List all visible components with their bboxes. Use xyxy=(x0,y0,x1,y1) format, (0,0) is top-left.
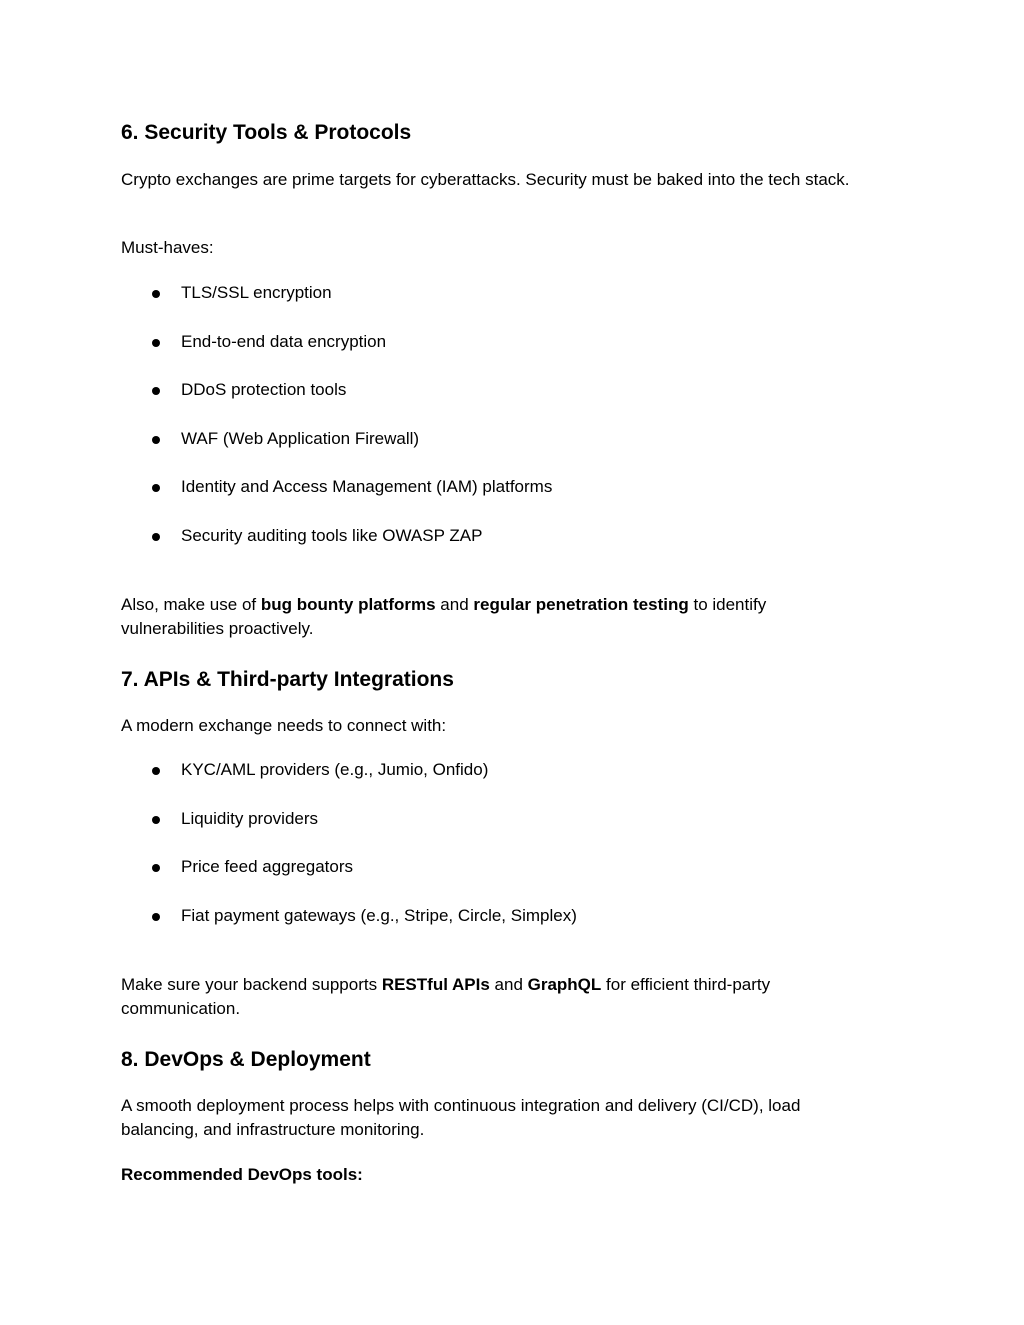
list-item: DDoS protection tools xyxy=(121,378,903,427)
bullet-icon xyxy=(152,816,160,824)
section-6-heading: 6. Security Tools & Protocols xyxy=(121,121,412,144)
section-6-intro: Crypto exchanges are prime targets for cyberattacks. Security must be baked into the tech stack. xyxy=(121,170,850,189)
must-haves-label: Must-haves: xyxy=(121,238,214,257)
security-list xyxy=(121,281,903,573)
bullet-icon xyxy=(152,913,160,921)
bullet-icon xyxy=(152,533,160,541)
list-item: Price feed aggregators xyxy=(121,855,903,904)
list-item: Security auditing tools like OWASP ZAP xyxy=(121,524,903,573)
list-item: Identity and Access Management (IAM) platforms xyxy=(121,475,903,524)
section-7-outro: Make sure your backend supports RESTful APIs and GraphQL for efficient third-party communication. xyxy=(121,975,771,1018)
bullet-icon xyxy=(152,290,160,298)
list-item: WAF (Web Application Firewall) xyxy=(121,427,903,476)
bullet-icon xyxy=(152,767,160,775)
bullet-icon xyxy=(152,484,160,492)
bullet-icon xyxy=(152,387,160,395)
emphasis: bug bounty platforms xyxy=(260,595,436,614)
list-item: TLS/SSL encryption xyxy=(121,281,903,330)
list-item: KYC/AML providers (e.g., Jumio, Onfido) xyxy=(121,758,903,807)
emphasis: RESTful APIs xyxy=(381,975,490,994)
section-8-intro: A smooth deployment process helps with continuous integration and delivery (CI/CD), load balancing, and infrastructure monitoring. xyxy=(121,1096,801,1139)
section-6-outro: Also, make use of bug bounty platforms and regular penetration testing to identify vulnerabilities proactively. xyxy=(121,595,767,638)
list-item: Fiat payment gateways (e.g., Stripe, Circle, Simplex) xyxy=(121,904,903,953)
integrations-list xyxy=(121,758,903,952)
emphasis: GraphQL xyxy=(527,975,602,994)
devops-tools-label: Recommended DevOps tools: xyxy=(121,1165,363,1184)
bullet-icon xyxy=(152,339,160,347)
section-7-intro: A modern exchange needs to connect with: xyxy=(121,716,447,735)
list-item: End-to-end data encryption xyxy=(121,330,903,379)
bullet-icon xyxy=(152,864,160,872)
list-item: Liquidity providers xyxy=(121,807,903,856)
section-8-heading: 8. DevOps & Deployment xyxy=(121,1048,371,1071)
section-7-heading: 7. APIs & Third-party Integrations xyxy=(121,668,454,691)
bullet-icon xyxy=(152,436,160,444)
emphasis: regular penetration testing xyxy=(473,595,689,614)
